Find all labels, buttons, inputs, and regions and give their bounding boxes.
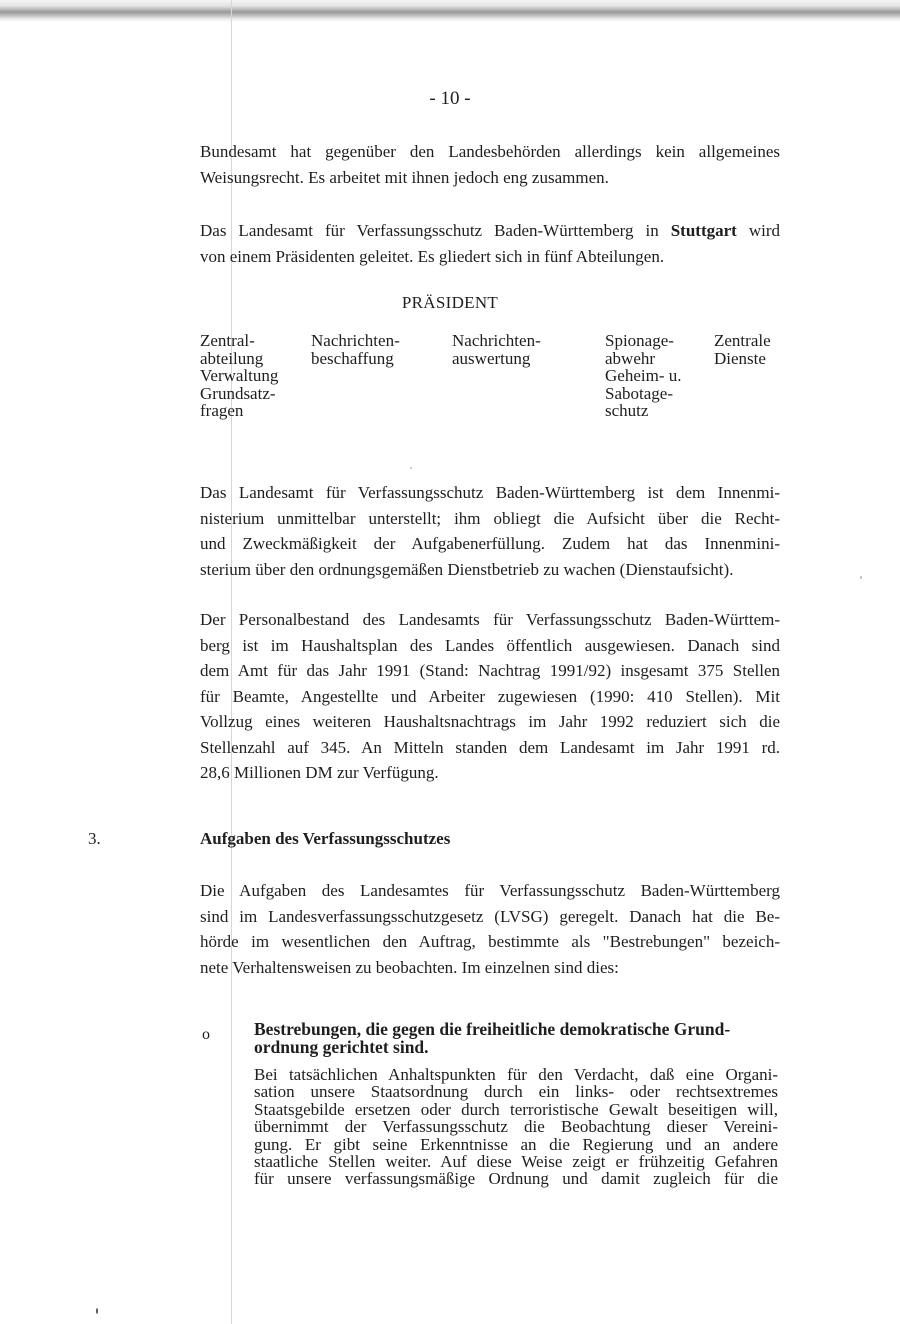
scan-speck	[410, 467, 412, 469]
text-line: übernimmt der Verfassungsschutz die Beobachtung dieser Vereini-	[254, 1117, 778, 1137]
text-line	[200, 218, 780, 244]
section-title: Aufgaben des Verfassungsschutzes	[200, 829, 451, 848]
org-department-2	[311, 332, 400, 367]
text-line: von einem Präsidenten geleitet. Es gliedert sich in fünf Abteilungen.	[200, 246, 665, 266]
org-line: abwehr	[605, 348, 656, 368]
org-line: Dienste	[714, 348, 766, 368]
text-line: 28,6 Millionen DM zur Verfügung.	[200, 763, 439, 782]
org-department-4	[605, 332, 681, 420]
org-line: Nachrichten-	[311, 331, 400, 350]
city-name: Stuttgart	[670, 221, 737, 240]
text-segment: Das Landesamt für Verfassungsschutz Baden-Württemberg in	[200, 221, 671, 240]
text-line: Bei tatsächlichen Anhaltspunkten für den Verdacht, daß eine Organi-	[254, 1065, 778, 1084]
section-number: 3.	[88, 829, 101, 848]
text-line: sation unsere Staatsordnung durch ein links- oder rechtsextremes	[254, 1082, 778, 1102]
org-line: fragen	[200, 401, 244, 420]
bullet-marker: o	[202, 1026, 210, 1043]
org-line: schutz	[605, 401, 649, 420]
org-line: Nachrichten-	[452, 331, 541, 350]
org-line: abteilung	[200, 348, 264, 368]
text-line: staatliche Stellen weiter. Auf diese Weise zeigt er frühzeitig Gefahren	[254, 1152, 778, 1172]
org-line: Spionage-	[605, 331, 674, 350]
text-line: und Zweckmäßigkeit der Aufgabenerfüllung. Zudem hat das Innenmini-	[200, 534, 780, 553]
text-line: berg ist im Haushaltsplan des Landes öffentlich ausgewiesen. Danach sind	[200, 635, 780, 655]
org-line: Verwaltung	[200, 366, 279, 385]
text-line: Das Landesamt für Verfassungsschutz Baden-Württemberg ist dem Innenmi-	[200, 483, 780, 502]
text-line: Die Aufgaben des Landesamtes für Verfassungsschutz Baden-Württemberg	[200, 881, 780, 900]
paragraph-weisungsrecht	[200, 139, 780, 190]
scan-speck	[860, 576, 862, 579]
text-line: sterium über den ordnungsgemäßen Dienstbetrieb zu wachen (Dienstaufsicht).	[200, 559, 734, 579]
text-line: Bundesamt hat gegenüber den Landesbehörden allerdings kein allgemeines	[200, 142, 780, 161]
text-line: Stellenzahl auf 345. An Mitteln standen dem Landesamt im Jahr 1991 rd.	[200, 737, 780, 757]
text-line: Vollzug eines weiteren Haushaltsnachtrags im Jahr 1992 reduziert sich die	[200, 712, 780, 731]
org-line: auswertung	[452, 348, 531, 368]
org-chart-head: PRÄSIDENT	[401, 293, 499, 312]
scan-top-shadow	[0, 0, 900, 22]
text-line: für unsere verfassungsmäßige Ordnung und damit zugleich für die	[254, 1169, 778, 1189]
bullet-title	[254, 1020, 774, 1056]
text-segment: wird	[736, 221, 780, 240]
org-line: Grundsatz-	[200, 383, 276, 403]
scan-speck	[96, 1308, 98, 1314]
text-line: hörde im wesentlichen den Auftrag, bestimmte als "Bestrebungen" bezeich-	[200, 932, 780, 951]
bullet-title-line: ordnung gerichtet sind.	[254, 1037, 429, 1057]
org-line: beschaffung	[311, 348, 394, 368]
text-line: für Beamte, Angestellte und Arbeiter zugewiesen (1990: 410 Stellen). Mit	[200, 686, 780, 706]
org-line: Zentrale	[714, 331, 771, 350]
paragraph-organisation	[200, 218, 780, 269]
paragraph-personalbestand	[200, 607, 780, 786]
text-line: Staatsgebilde ersetzen oder durch terroristische Gewalt beseitigen will,	[254, 1099, 778, 1119]
org-line: Sabotage-	[605, 383, 673, 403]
text-line: Weisungsrecht. Es arbeitet mit ihnen jedoch eng zusammen.	[200, 167, 609, 187]
paragraph-aufgaben	[200, 878, 780, 980]
org-department-5	[714, 332, 771, 367]
bullet-title-line: Bestrebungen, die gegen die freiheitliche demokratische Grund-	[254, 1019, 731, 1039]
text-line: sind im Landesverfassungsschutzgesetz (LVSG) geregelt. Danach hat die Be-	[200, 906, 780, 926]
org-department-3	[452, 332, 541, 367]
text-line: nete Verhaltensweisen zu beobachten. Im einzelnen sind dies:	[200, 957, 619, 977]
org-line: Geheim- u.	[605, 366, 682, 385]
text-line: Der Personalbestand des Landesamts für Verfassungsschutz Baden-Württem-	[200, 610, 780, 629]
paragraph-aufsicht	[200, 480, 780, 582]
text-line: gung. Er gibt seine Erkenntnisse an die Regierung und an andere	[254, 1134, 778, 1154]
bullet-body	[254, 1066, 778, 1188]
org-line: Zentral-	[200, 331, 255, 350]
text-line: nisterium unmittelbar unterstellt; ihm obliegt die Aufsicht über die Recht-	[200, 508, 780, 528]
org-department-1	[200, 332, 278, 420]
page-number: - 10 -	[429, 88, 471, 109]
text-line: dem Amt für das Jahr 1991 (Stand: Nachtrag 1991/92) insgesamt 375 Stellen	[200, 661, 780, 680]
